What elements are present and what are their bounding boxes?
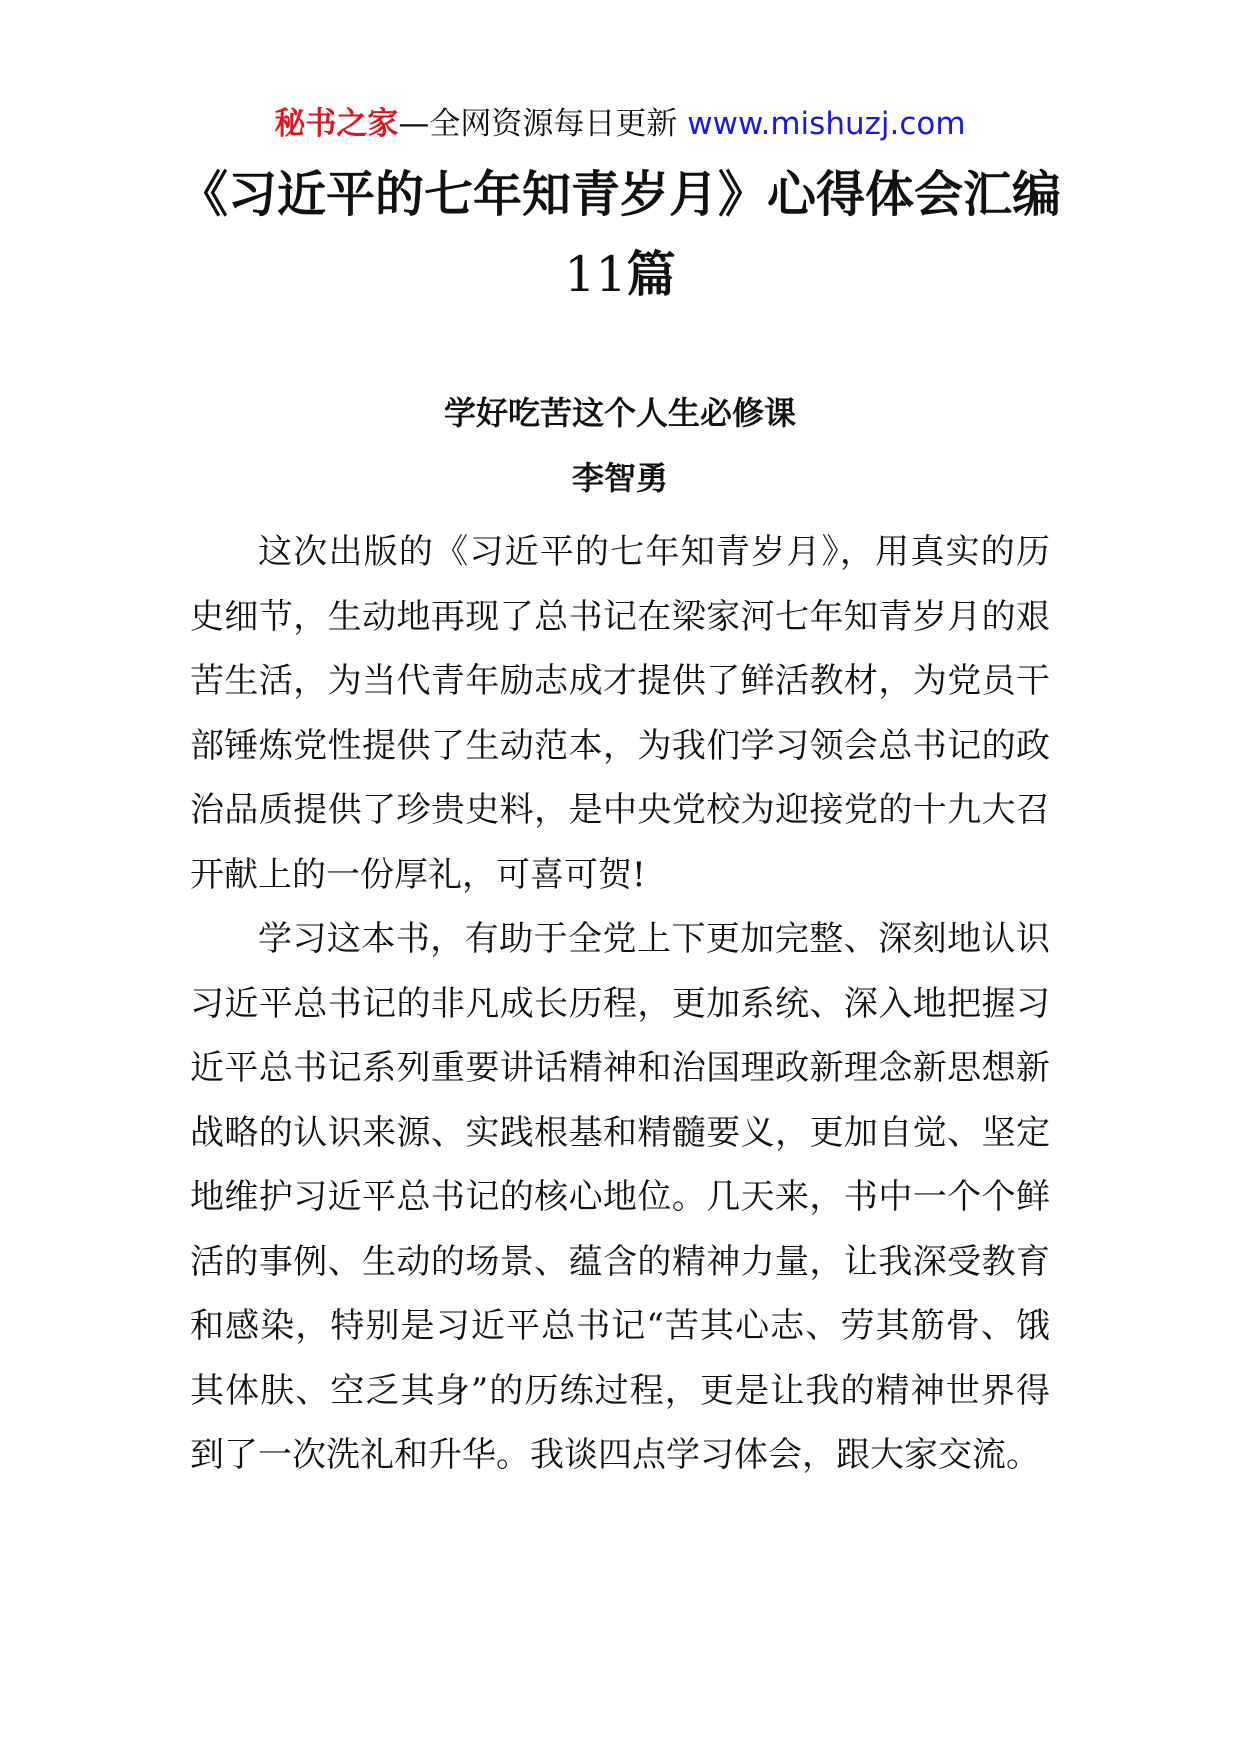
site-header xyxy=(0,104,1240,144)
brand-name: 秘书之家 xyxy=(274,106,399,142)
article-author: 李智勇 xyxy=(571,459,668,497)
document-count-number: 11 xyxy=(564,246,627,303)
document-title-count xyxy=(0,244,1240,305)
document-count-unit: 篇 xyxy=(626,245,676,303)
article-title: 学好吃苦这个人生必修课 xyxy=(443,394,796,432)
document-title: 《习近平的七年知青岁月》心得体会汇编 xyxy=(178,165,1061,223)
header-tagline: —全网资源每日更新 xyxy=(398,106,688,142)
article-body xyxy=(190,520,1050,1488)
body-paragraph: 学习这本书，有助于全党上下更加完整、深刻地认识习近平总书记的非凡成长历程，更加系统、深入地把握习近平总书记系列重要讲话精神和治国理政新理念新思想新战略的认识来源、实践根基和精髓要义，更加自觉、坚定地维护习近平总书记的核心地位。几天来，书中一个个鲜活的事例、生动的场景、蕴含的精神力量，让我深受教育和感染，特别是习近平总书记“苦其心志、劳其筋骨、饿其体肤、空乏其身”的历练过程，更是让我的精神世界得到了一次洗礼和升华。我谈四点学习体会，跟大家交流。 xyxy=(190,919,1050,1475)
body-paragraph: 这次出版的《习近平的七年知青岁月》，用真实的历史细节，生动地再现了总书记在梁家河七年知青岁月的艰苦生活，为当代青年励志成才提供了鲜活教材，为党员干部锤炼党性提供了生动范本，为我们学习领会总书记的政治品质提供了珍贵史料，是中央党校为迎接党的十九大召开献上的一份厚礼，可喜可贺! xyxy=(190,532,1050,895)
site-url-link[interactable]: www.mishuzj.com xyxy=(687,106,966,142)
